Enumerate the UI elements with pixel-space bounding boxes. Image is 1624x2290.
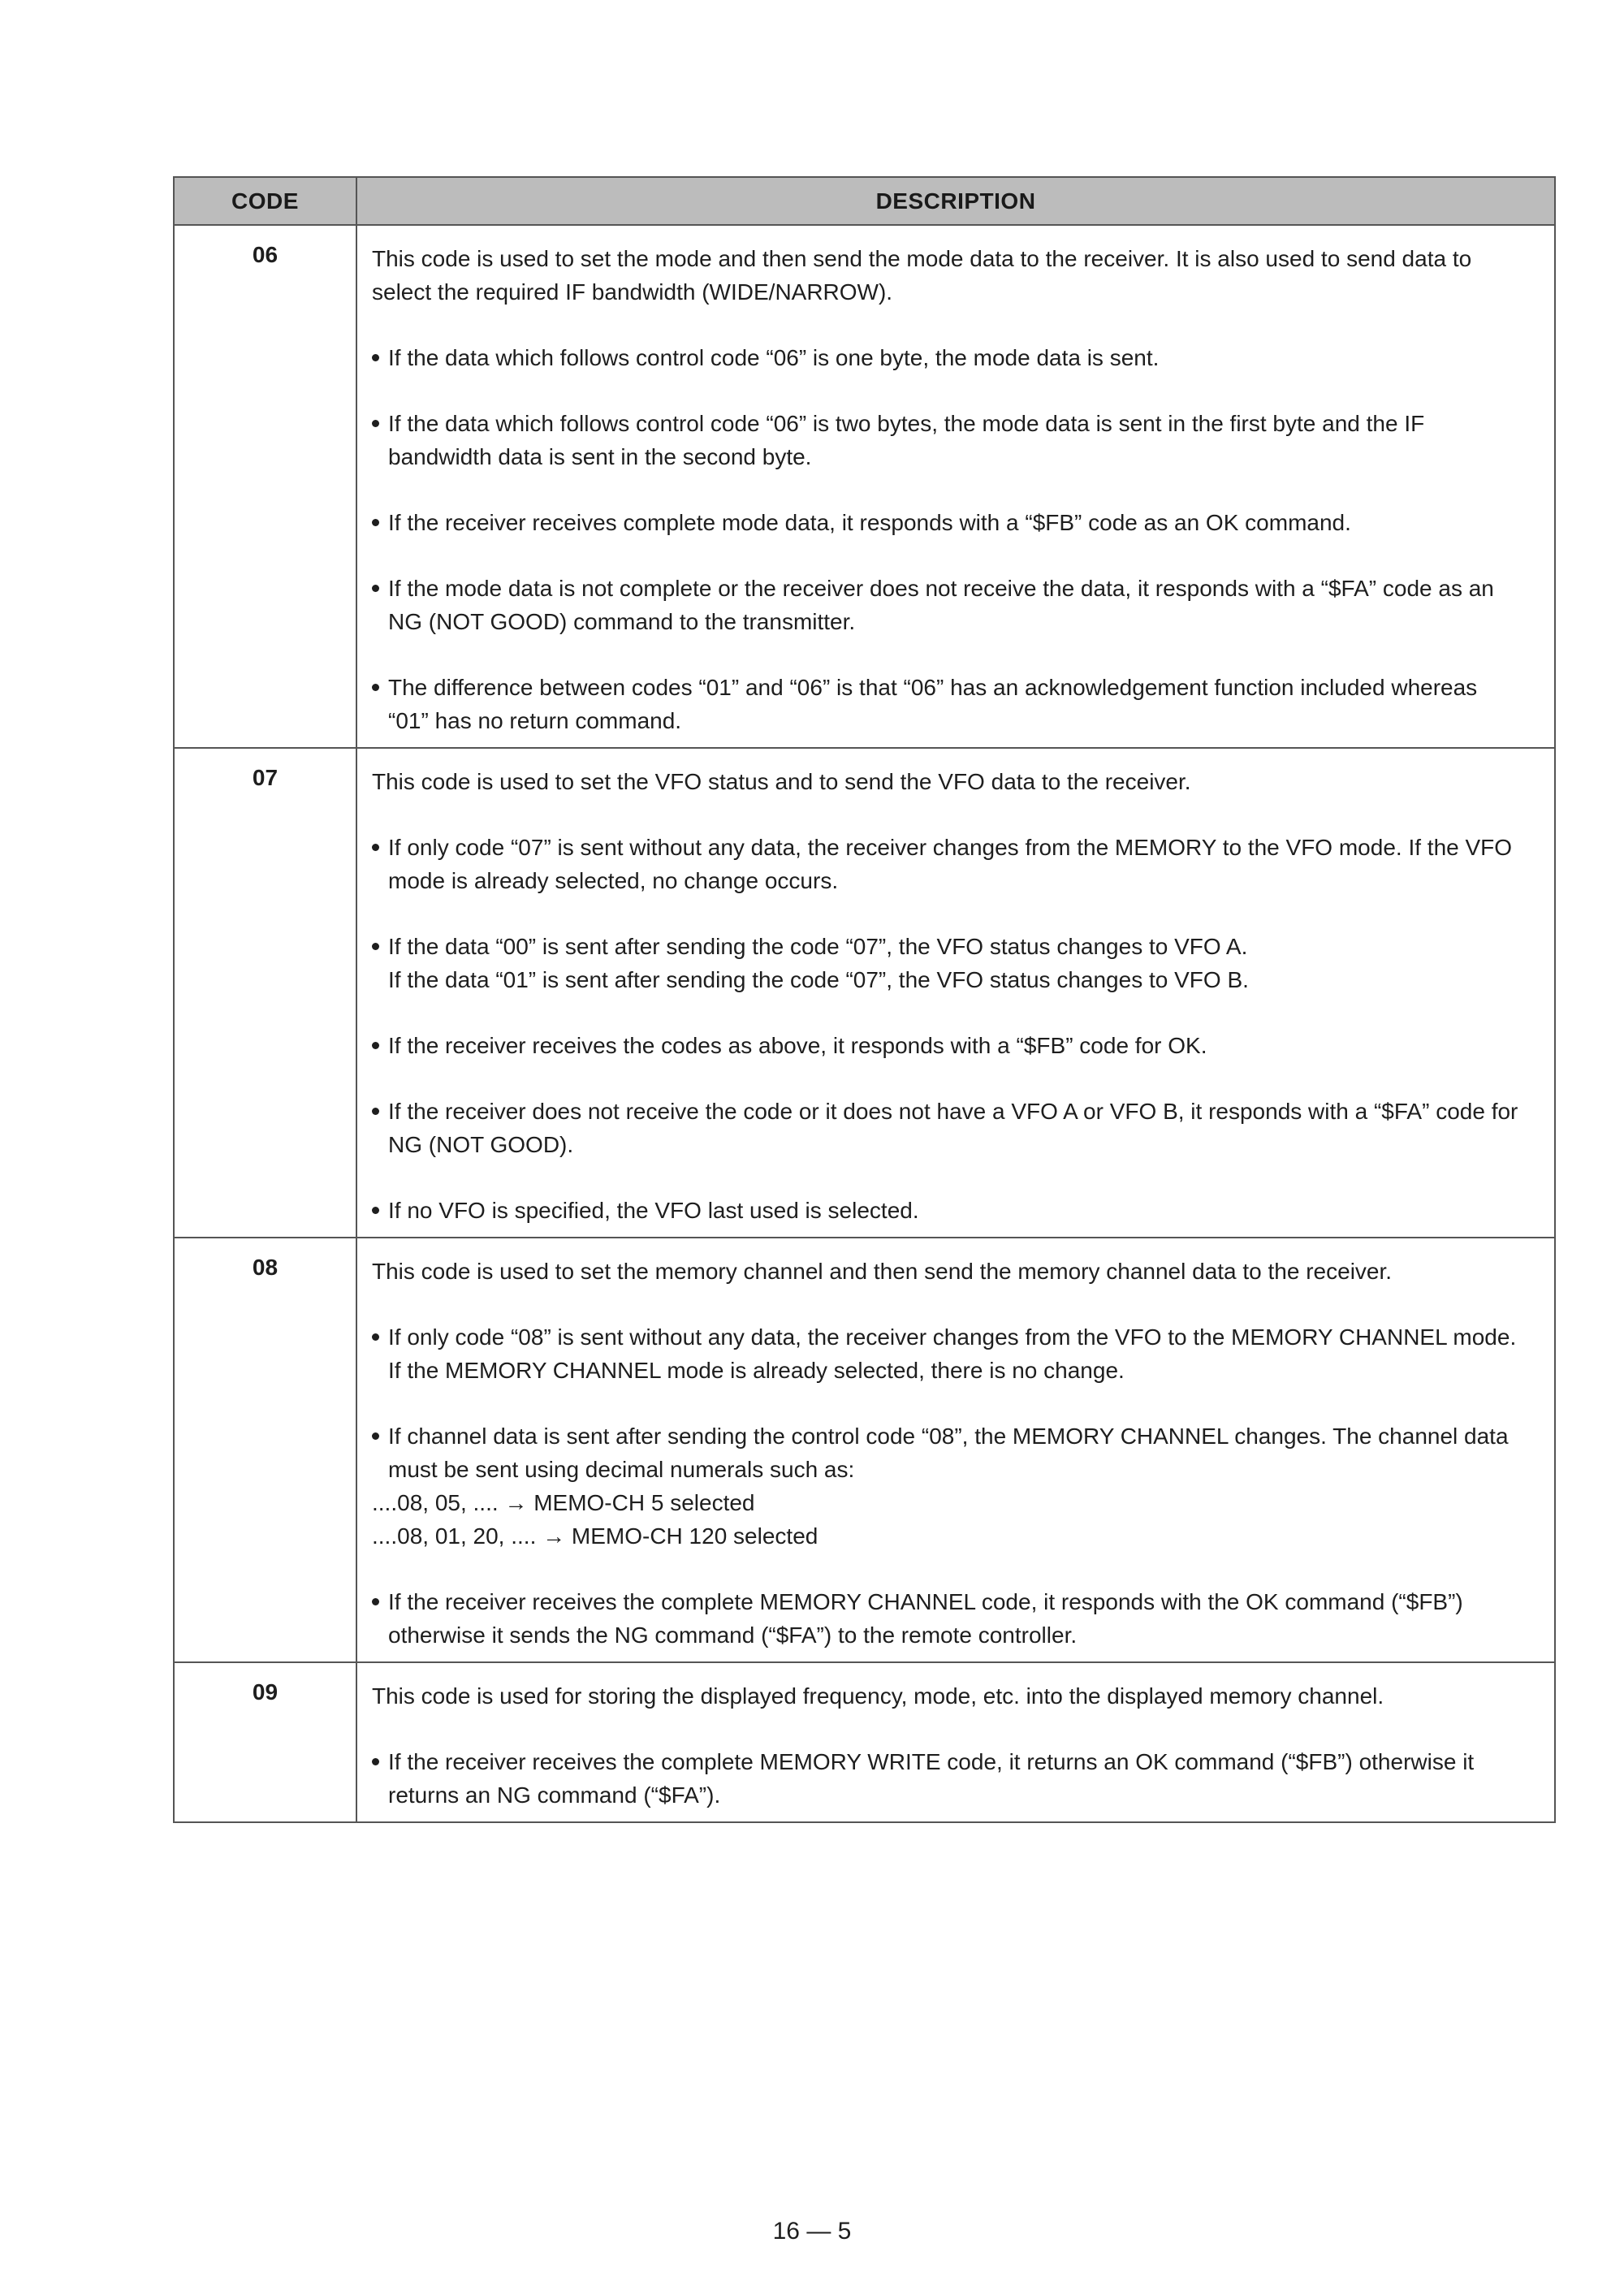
description-intro: This code is used to set the VFO status and to send the VFO data to the receiver. [372,769,1191,794]
description-intro: This code is used to set the memory channel and then send the memory channel data to the receiver. [372,1259,1393,1284]
table-header-row [174,177,1555,225]
description-cell [356,1662,1555,1822]
example-line: ....08, 05, .... → MEMO-CH 5 selected [372,1490,755,1515]
bullet-item: If the receiver receives complete mode data, it responds with a “$FB” code as an OK command. [372,506,1522,539]
bullet-list [372,1029,1522,1227]
bullet-item: If only code “07” is sent without any data, the receiver changes from the MEMORY to the VFO mode. If the VFO mode is already selected, no change occurs. [372,831,1522,897]
bullet-list [372,1745,1522,1812]
code-cell: 08 [174,1238,356,1662]
column-header-code: CODE [174,177,356,225]
bullet-item: If only code “08” is sent without any data, the receiver changes from the VFO to the MEMORY CHANNEL mode. If the MEMORY CHANNEL mode is already selected, there is no change. [372,1320,1522,1387]
bullet-item: If the receiver does not receive the code or it does not have a VFO A or VFO B, it responds with a “$FA” code for NG (NOT GOOD). [372,1095,1522,1161]
bullet-item: If the data which follows control code “06” is two bytes, the mode data is sent in the first byte and the IF bandwidth data is sent in the second byte. [372,407,1522,473]
bullet-item: If the data “00” is sent after sending the code “07”, the VFO status changes to VFO A. [372,930,1522,963]
description-cell [356,1238,1555,1662]
bullet-list [372,1585,1522,1652]
table-row-06 [174,225,1555,748]
description-cell [356,748,1555,1238]
description-intro: This code is used to set the mode and then send the mode data to the receiver. It is also used to send data to select the required IF bandwidth (WIDE/NARROW). [372,246,1472,305]
table-row-09 [174,1662,1555,1822]
bullet-item: If the mode data is not complete or the receiver does not receive the data, it responds with a “$FA” code as an NG (NOT GOOD) command to the transmitter. [372,572,1522,638]
control-code-table [173,176,1556,1823]
description-intro: This code is used for storing the displayed frequency, mode, etc. into the displayed memory channel. [372,1683,1384,1709]
description-note: If the data “01” is sent after sending the code “07”, the VFO status changes to VFO B. [388,967,1249,992]
bullet-list [372,1320,1522,1486]
bullet-list [372,831,1522,963]
page-number: 16 — 5 [772,2218,852,2245]
code-cell: 09 [174,1662,356,1822]
bullet-item: If the receiver receives the complete MEMORY WRITE code, it returns an OK command (“$FB”) otherwise it returns an NG command (“$FA”). [372,1745,1522,1812]
bullet-item: If the data which follows control code “06” is one byte, the mode data is sent. [372,341,1522,374]
example-line: ....08, 01, 20, .... → MEMO-CH 120 selected [372,1523,818,1549]
bullet-item: If the receiver receives the codes as above, it responds with a “$FB” code for OK. [372,1029,1522,1062]
column-header-description: DESCRIPTION [356,177,1555,225]
code-cell: 06 [174,225,356,748]
bullet-item: If channel data is sent after sending the control code “08”, the MEMORY CHANNEL changes. The channel data must be sent using decimal numerals such as: [372,1419,1522,1486]
bullet-item: If no VFO is specified, the VFO last used is selected. [372,1194,1522,1227]
bullet-item: If the receiver receives the complete MEMORY CHANNEL code, it responds with the OK command (“$FB”) otherwise it sends the NG command (“$FA”) to the remote controller. [372,1585,1522,1652]
code-cell: 07 [174,748,356,1238]
table-row-08 [174,1238,1555,1662]
table-row-07 [174,748,1555,1238]
bullet-item: The difference between codes “01” and “06” is that “06” has an acknowledgement function included whereas “01” has no return command. [372,671,1522,737]
bullet-list [372,341,1522,737]
description-cell [356,225,1555,748]
channel-examples [372,1486,1522,1553]
